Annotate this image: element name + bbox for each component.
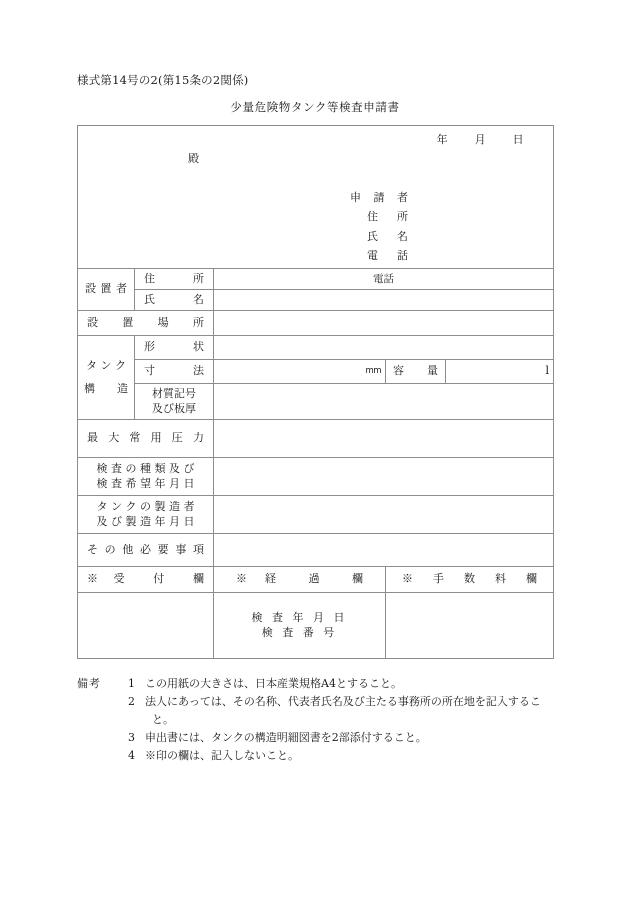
application-form-table — [77, 125, 554, 659]
applicant-name-label: 氏 名 — [367, 229, 408, 243]
shape-value-cell[interactable] — [214, 336, 554, 360]
table-row-shape — [78, 336, 554, 360]
table-row-inspection — [78, 458, 554, 496]
addressee-applicant-cell — [78, 126, 554, 269]
place-label: 設 置 場 所 — [87, 315, 204, 329]
official-fee-value-cell[interactable] — [386, 593, 554, 659]
inspection-label-cell — [78, 458, 214, 496]
applicant-phone-row — [350, 246, 408, 265]
capacity-value-cell[interactable] — [446, 360, 554, 384]
applicant-phone-label: 電 話 — [367, 248, 408, 262]
inspection-number-label: 検 査 番 号 — [261, 625, 338, 639]
table-row-official-headers — [78, 567, 554, 593]
applicant-address-label: 住 所 — [367, 210, 408, 224]
remarks-item-4 — [77, 750, 577, 761]
official-fee-label-cell — [386, 567, 554, 593]
installer-address-value-cell[interactable] — [214, 269, 554, 290]
shape-label-cell — [135, 336, 214, 360]
capacity-label-cell — [386, 360, 446, 384]
addressee-suffix: 殿 — [188, 152, 199, 165]
place-value-cell[interactable] — [214, 311, 554, 336]
inspection-date-label: 検 査 年 月 日 — [251, 610, 348, 624]
pressure-label: 最 大 常 用 圧 力 — [87, 431, 204, 445]
size-value-cell[interactable] — [214, 360, 386, 384]
pressure-value-cell[interactable] — [214, 420, 554, 458]
applicant-label: 申 請 者 — [350, 191, 408, 204]
table-row-pressure — [78, 420, 554, 458]
inspection-label-line1: 検 査 の 種 類 及 び — [96, 462, 195, 476]
official-progress-label-cell — [214, 567, 386, 593]
remarks-heading: 備考 — [77, 677, 101, 690]
material-value-cell[interactable] — [214, 384, 554, 420]
table-row-place — [78, 311, 554, 336]
tank-structure-label-line2: 構 造 — [84, 382, 128, 395]
tank-structure-label-line1: タ ン ク — [86, 358, 126, 372]
material-label-line2: 及び板厚 — [152, 401, 196, 415]
installer-name-label: 氏 名 — [144, 292, 204, 306]
size-label: 寸 法 — [144, 364, 204, 378]
remarks-item-2 — [77, 696, 577, 707]
table-row-installer-address — [78, 269, 554, 290]
date-day-label: 日 — [512, 133, 524, 146]
official-receipt-label-cell — [78, 567, 214, 593]
applicant-name-row — [350, 227, 408, 246]
document-title: 少量危険物タンク等検査申請書 — [230, 100, 400, 114]
material-label-line1: 材質記号 — [152, 387, 196, 401]
remarks-number-2: 2 — [128, 695, 135, 708]
remarks-section — [77, 678, 577, 768]
remarks-number-4: 4 — [128, 749, 135, 762]
installer-phone-label: 電話 — [373, 272, 395, 285]
installer-label-cell — [78, 269, 135, 311]
material-label-cell — [135, 384, 214, 420]
installer-address-label: 住 所 — [144, 271, 204, 285]
installer-name-label-cell — [135, 290, 214, 311]
tank-structure-label-cell — [78, 336, 135, 420]
capacity-unit-label: l — [545, 364, 550, 378]
pressure-label-cell — [78, 420, 214, 458]
remarks-number-3: 3 — [128, 731, 135, 744]
date-month-label: 月 — [474, 133, 486, 146]
other-value-cell[interactable] — [214, 534, 554, 567]
installer-address-label-cell — [135, 269, 214, 290]
table-row-maker — [78, 496, 554, 534]
table-row-other — [78, 534, 554, 567]
maker-value-cell[interactable] — [214, 496, 554, 534]
capacity-label: 容 量 — [393, 364, 438, 378]
place-label-cell — [78, 311, 214, 336]
applicant-address-row — [350, 207, 408, 226]
remarks-text-2: 法人にあっては、その名称、代表者氏名及び主たる事務所の所在地を記入するこ — [145, 695, 541, 708]
other-label-cell — [78, 534, 214, 567]
official-progress-value-cell[interactable] — [214, 593, 386, 659]
shape-label: 形 状 — [144, 340, 204, 354]
applicant-block — [350, 188, 408, 265]
applicant-row — [350, 188, 408, 207]
official-progress-label: ※ 経 過 欄 — [236, 572, 363, 586]
remarks-number-1: 1 — [128, 677, 135, 690]
date-year-label: 年 — [436, 133, 448, 146]
maker-label-line1: タ ン ク の 製 造 者 — [96, 500, 195, 514]
table-row-material — [78, 384, 554, 420]
remarks-text-2-continued: と。 — [152, 713, 174, 726]
other-label: そ の 他 必 要 事 項 — [87, 542, 204, 556]
table-row-installer-name — [78, 290, 554, 311]
table-row-header-block — [78, 126, 554, 269]
installer-label: 設 置 者 — [85, 282, 127, 296]
maker-label-cell — [78, 496, 214, 534]
size-label-cell — [135, 360, 214, 384]
remarks-text-4: ※印の欄は、記入しないこと。 — [145, 749, 299, 762]
remarks-text-3: 申出書には、タンクの構造明細図書を2部添付すること。 — [145, 731, 427, 744]
installer-name-value-cell[interactable] — [214, 290, 554, 311]
inspection-label-line2: 検 査 希 望 年 月 日 — [96, 476, 195, 490]
official-fee-label: ※ 手 数 料 欄 — [402, 572, 538, 586]
table-row-official-body — [78, 593, 554, 659]
remarks-item-1 — [77, 678, 577, 689]
form-number: 様式第14号の2(第15条の2関係) — [77, 73, 249, 87]
maker-label-line2: 及 び 製 造 年 月 日 — [96, 514, 195, 528]
official-receipt-value-cell[interactable] — [78, 593, 214, 659]
inspection-value-cell[interactable] — [214, 458, 554, 496]
official-receipt-label: ※ 受 付 欄 — [87, 572, 204, 586]
date-line — [423, 133, 537, 148]
table-row-size — [78, 360, 554, 384]
remarks-text-1: この用紙の大きさは、日本産業規格A4とすること。 — [145, 677, 402, 690]
remarks-item-3 — [77, 732, 577, 743]
size-unit-label: mm — [365, 365, 381, 376]
